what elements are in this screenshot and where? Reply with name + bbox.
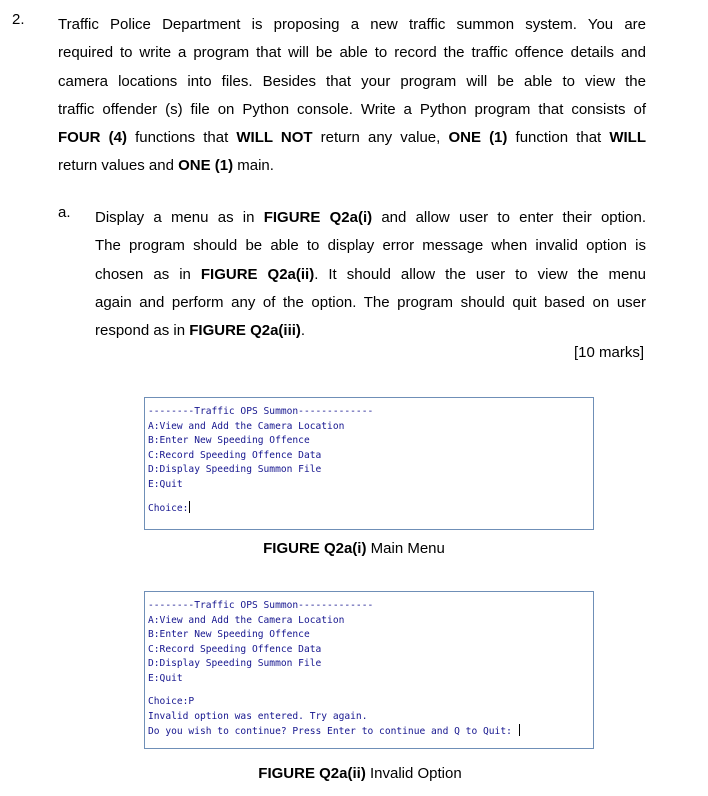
bold-text: FIGURE Q2a(iii) [189, 322, 301, 340]
question-line: camera locations into files. Besides that your program will be able to view the [58, 72, 646, 90]
text: respond as in [95, 322, 190, 340]
question-line [58, 152, 646, 180]
menu-option-a: A:View and Add the Camera Location [148, 420, 345, 432]
question-number: 2. [12, 11, 25, 28]
caption-bold: FIGURE Q2a(i) [263, 540, 367, 557]
menu-option-d: D:Display Speeding Summon File [148, 464, 322, 475]
menu-header: --------Traffic OPS Summon------------- [148, 600, 374, 611]
text: return values and [58, 157, 179, 175]
menu-option-e: E:Quit [148, 478, 183, 490]
question-line: required to write a program that will be able to record the traffic offence details and [58, 44, 646, 62]
bold-text: FOUR (4) [58, 129, 127, 147]
menu-option-d: D:Display Speeding Summon File [148, 658, 322, 669]
console-invalid-option [144, 591, 594, 749]
bold-text: ONE (1) [448, 129, 508, 147]
bold-text: WILL [609, 129, 646, 147]
marks-label: [10 marks] [573, 344, 644, 361]
menu-option-c: C:Record Speeding Offence Data [148, 449, 322, 461]
bold-text: ONE (1) [178, 157, 234, 175]
question-text [58, 11, 646, 181]
console-main-menu [144, 397, 594, 530]
spacer [148, 686, 593, 695]
menu-option-c: C:Record Speeding Offence Data [148, 643, 322, 655]
figure-caption-2 [6, 765, 708, 782]
subquestion-line [95, 261, 646, 289]
menu-option-b: B:Enter New Speeding Offence [148, 435, 310, 446]
subquestion-line: The program should be able to display error message when invalid option is [95, 237, 646, 255]
subquestion-line: again and perform any of the option. The program should quit based on user [95, 293, 646, 311]
bold-text: WILL NOT [236, 129, 313, 147]
continue-label: Do you wish to continue? Press Enter to continue and Q to Quit: [148, 726, 518, 737]
text-cursor [189, 501, 190, 513]
caption-bold: FIGURE Q2a(ii) [258, 765, 366, 782]
text: return any value, [312, 129, 449, 147]
question-line: Traffic Police Department is proposing a new traffic summon system. You are [58, 16, 646, 33]
caption-text: Invalid Option [365, 765, 462, 782]
caption-text: Main Menu [366, 540, 445, 557]
subquestion-text [95, 204, 646, 345]
continue-prompt [148, 724, 593, 739]
spacer [148, 492, 593, 501]
text: Display a menu as in [95, 209, 264, 226]
subquestion-line [95, 317, 646, 345]
question-line [58, 124, 646, 152]
bold-text: FIGURE Q2a(i) [263, 209, 373, 226]
text: chosen as in [95, 265, 201, 283]
choice-label: Choice: [148, 503, 189, 514]
choice-entered: Choice:P [148, 696, 195, 707]
menu-option-a: A:View and Add the Camera Location [148, 614, 345, 626]
choice-prompt [148, 501, 593, 516]
text: . It should allow the user to view the menu [314, 265, 646, 283]
error-message: Invalid option was entered. Try again. [148, 710, 368, 722]
text-cursor [519, 724, 520, 736]
subquestion-label: a. [58, 204, 71, 221]
text: . [300, 322, 306, 340]
text: functions that [126, 129, 237, 147]
menu-header: --------Traffic OPS Summon------------- [148, 406, 374, 417]
subquestion-line [95, 204, 646, 232]
text: main. [233, 157, 274, 175]
menu-option-e: E:Quit [148, 672, 183, 684]
text: and allow user to enter their option. [372, 209, 646, 226]
figure-caption-1 [0, 540, 708, 557]
question-line: traffic offender (s) file on Python console. Write a Python program that consists of [58, 100, 646, 118]
menu-option-b: B:Enter New Speeding Offence [148, 629, 310, 640]
text: function that [507, 129, 610, 147]
bold-text: FIGURE Q2a(ii) [200, 265, 315, 283]
